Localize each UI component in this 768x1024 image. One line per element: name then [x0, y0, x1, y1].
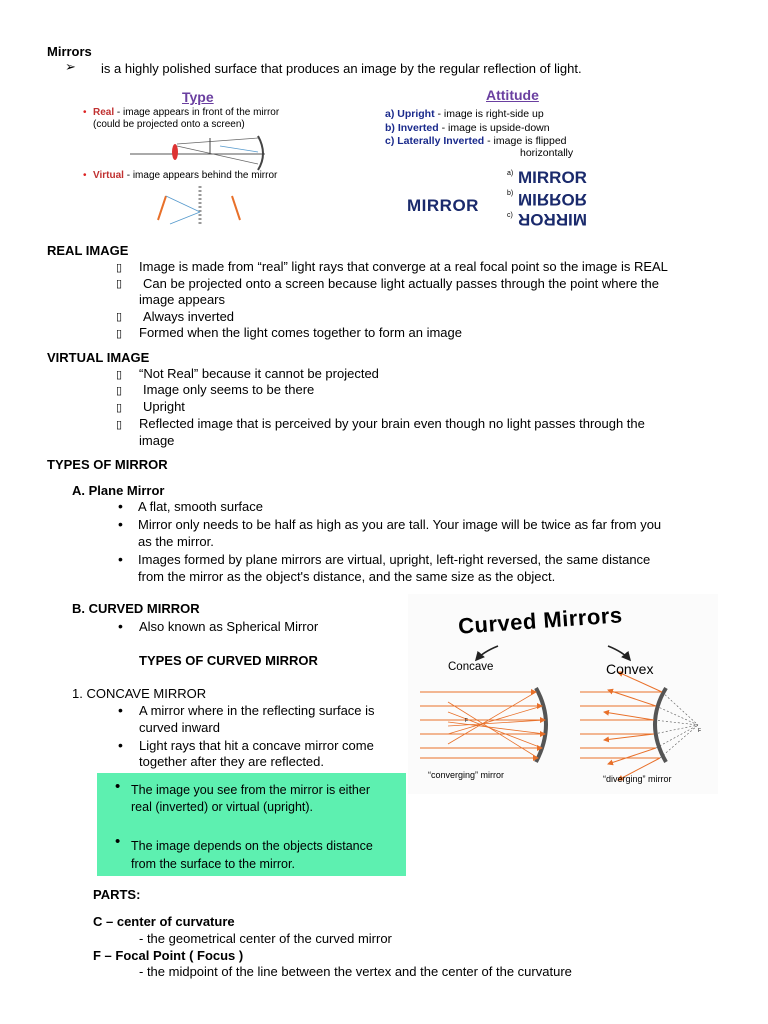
callout-line: The image depends on the objects distance [131, 839, 373, 853]
bullet-icon: ▯ [116, 369, 123, 381]
real-type-text: Real - image appears in front of the mirror [93, 107, 280, 118]
concave-heading: 1. CONCAVE MIRROR [72, 686, 207, 701]
type-figure [80, 86, 330, 230]
concave-item: curved inward [139, 720, 220, 735]
mirror-word-inverted: MIRROR [518, 190, 587, 209]
part-f-heading: F – Focal Point ( Focus ) [93, 948, 244, 963]
attitude-figure [383, 86, 633, 230]
real-image-diagram [130, 132, 270, 172]
bullet-icon: • [118, 618, 123, 634]
option-c-label: c) [507, 212, 513, 219]
virtual-item: Image only seems to be there [143, 382, 315, 397]
option-a-label: a) [507, 170, 514, 177]
callout-box [97, 773, 406, 876]
concave-item: Light rays that hit a concave mirror come [139, 738, 374, 753]
part-c-heading: C – center of curvature [93, 914, 235, 929]
converging-label: “converging” mirror [428, 770, 505, 780]
callout-line: real (inverted) or virtual (upright). [131, 800, 314, 814]
mirror-word-laterally-inverted: MIRROR [518, 210, 587, 229]
real-item: Formed when the light comes together to form an image [139, 325, 462, 340]
option-b-label: b) [507, 190, 514, 197]
diverging-label: “diverging” mirror [603, 774, 672, 784]
page-title: Mirrors [47, 44, 92, 59]
real-image-heading: REAL IMAGE [47, 243, 129, 258]
intro-text: is a highly polished surface that produces an image by the regular reflection of light. [101, 61, 582, 76]
parts-heading: PARTS: [93, 887, 141, 902]
part-f-text: - the midpoint of the line between the vertex and the center of the curvature [139, 964, 572, 979]
virtual-item: image [139, 433, 175, 448]
arrow-bullet-icon: ➢ [65, 59, 76, 74]
bullet-icon: • [115, 833, 121, 850]
curved-mirror-heading: B. CURVED MIRROR [72, 601, 200, 616]
red-bullet-icon: • [83, 170, 87, 181]
callout-line: The image you see from the mirror is either [131, 783, 370, 797]
real-item: Image is made from “real” light rays that converge at a real focal point so the image is REAL [139, 259, 668, 274]
curved-item: Also known as Spherical Mirror [139, 619, 319, 634]
attitude-a: a) Upright - image is right-side up [385, 108, 544, 120]
red-bullet-icon: • [83, 107, 87, 118]
bullet-icon: • [118, 516, 123, 532]
plane-item: Images formed by plane mirrors are virtual, upright, left-right reversed, the same distance [138, 552, 651, 567]
bullet-icon: • [118, 498, 123, 514]
plane-mirror-heading: A. Plane Mirror [72, 483, 165, 498]
bullet-icon: ▯ [116, 385, 123, 397]
virtual-item: “Not Real” because it cannot be projected [139, 366, 379, 381]
bullet-icon: • [118, 737, 123, 753]
mirror-word-upright: MIRROR [518, 168, 587, 187]
curved-mirrors-title: Curved Mirrors [457, 602, 624, 639]
concave-item: together after they are reflected. [139, 754, 324, 769]
bullet-icon: ▯ [116, 419, 123, 431]
bullet-icon: • [118, 551, 123, 567]
bullet-icon: ▯ [116, 311, 123, 323]
bullet-icon: ▯ [116, 328, 123, 340]
virtual-item: Reflected image that is perceived by your brain even though no light passes through the [139, 416, 645, 431]
bullet-icon: • [115, 778, 121, 795]
types-heading: TYPES OF MIRROR [47, 457, 168, 472]
real-type-text2: (could be projected onto a screen) [93, 119, 245, 130]
virtual-item: Upright [143, 399, 185, 414]
real-item: Always inverted [143, 309, 235, 324]
type-heading: Type [182, 89, 214, 105]
types-curved-heading: TYPES OF CURVED MIRROR [139, 653, 318, 668]
bullet-icon: ▯ [116, 402, 123, 414]
bullet-icon: ▯ [116, 278, 123, 290]
callout-line: from the surface to the mirror. [131, 857, 295, 871]
focal-label-convex: F [698, 728, 702, 734]
virtual-image-diagram [140, 186, 270, 228]
concave-label: Concave [448, 661, 494, 673]
curved-mirrors-figure [408, 594, 718, 794]
bullet-icon: • [118, 702, 123, 718]
convex-label: Convex [606, 661, 654, 677]
focal-label-concave: F [465, 718, 469, 724]
attitude-b: b) Inverted - image is upside-down [385, 122, 550, 134]
part-c-text: - the geometrical center of the curved mirror [139, 931, 392, 946]
plane-item: Mirror only needs to be half as high as you are tall. Your image will be twice as far from you [138, 517, 662, 532]
virtual-type-text: Virtual - image appears behind the mirror [93, 170, 278, 181]
attitude-c: c) Laterally Inverted - image is flipped [385, 135, 567, 147]
concave-item: A mirror where in the reflecting surface is [139, 703, 375, 718]
bullet-icon: ▯ [116, 262, 123, 274]
attitude-c-2: horizontally [520, 147, 574, 159]
mirror-word-original: MIRROR [407, 196, 479, 215]
plane-item: from the mirror as the object's distance, and the same size as the object. [138, 569, 556, 584]
plane-item: as the mirror. [138, 534, 214, 549]
real-item: image appears [139, 292, 225, 307]
real-item: Can be projected onto a screen because light actually passes through the point where the [143, 276, 660, 291]
attitude-heading: Attitude [486, 87, 539, 103]
plane-item: A flat, smooth surface [138, 499, 264, 514]
virtual-image-heading: VIRTUAL IMAGE [47, 350, 150, 365]
